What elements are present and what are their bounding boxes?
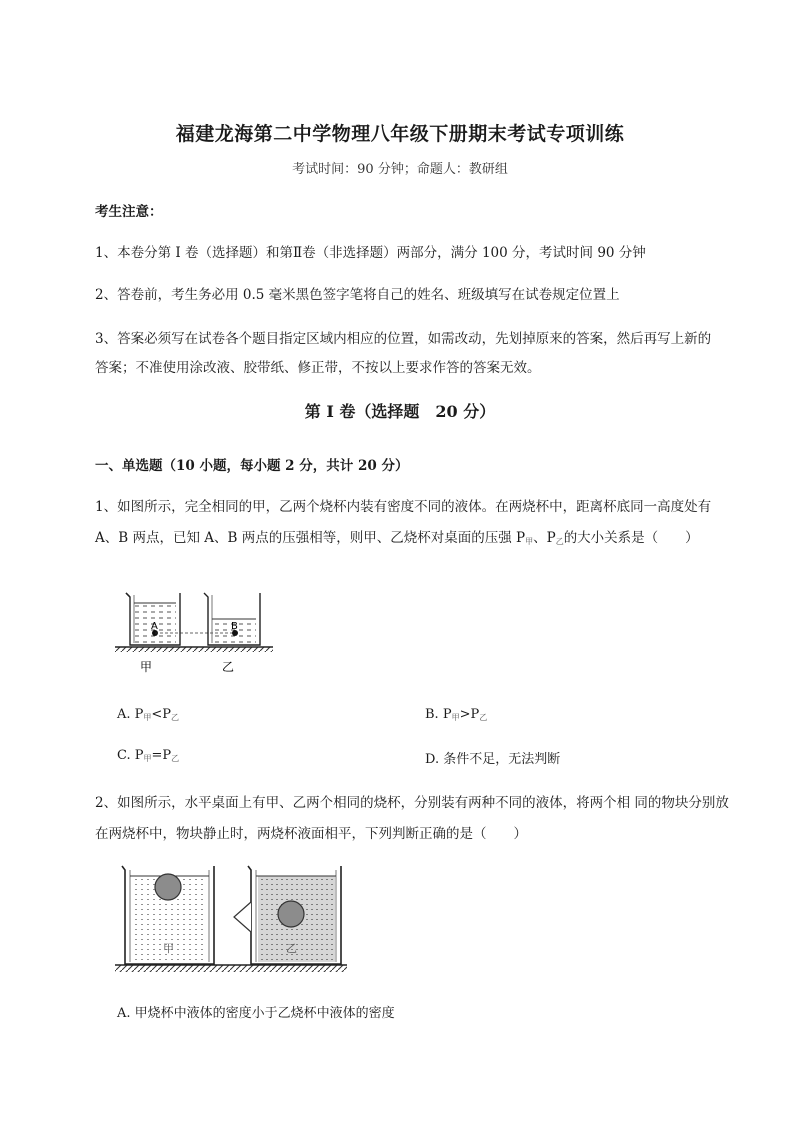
table-surface — [115, 965, 347, 972]
notice-heading: 考生注意： — [95, 204, 163, 220]
page-title: 福建龙海第二中学物理八年级下册期末考试专项训练 — [175, 123, 625, 145]
notice-item-1: 1、本卷分第 I 卷（选择题）和第Ⅱ卷（非选择题）两部分，满分 100 分，考试时间 90 分钟 — [95, 245, 646, 261]
q2-figure — [110, 862, 350, 982]
opt-sub: 乙 — [171, 754, 180, 763]
question-1-stem — [95, 492, 735, 557]
opt-text: =P — [151, 748, 172, 763]
q1-stem-part: 、P — [533, 530, 556, 546]
beaker-jia-2 — [122, 866, 214, 964]
q1-stem-part: 1、如图所示，完全相同的甲，乙两个烧杯内装有密度不同的液体。在两烧杯中，距离杯底同一高度处有 A、B 两点，已知 A、B 两点的压强相等，则甲、乙烧杯对桌面的压强 P — [95, 499, 712, 546]
label-jia: 甲 — [140, 660, 153, 674]
block-jia — [155, 874, 181, 900]
section-title: 第 I 卷（选择题 20 分） — [304, 402, 496, 421]
beaker-yi — [204, 593, 260, 645]
block-yi — [278, 901, 304, 927]
beaker-yi-2 — [234, 866, 341, 964]
opt-text: >P — [459, 707, 480, 722]
exam-info: 考试时间：90 分钟；命题人：教研组 — [292, 162, 508, 177]
q1-option-b[interactable] — [425, 707, 487, 723]
q1-figure — [110, 585, 280, 680]
q1-sub-yi: 乙 — [555, 537, 564, 546]
opt-sub: 甲 — [143, 754, 152, 763]
part-heading: 一、单选题（10 小题，每小题 2 分，共计 20 分） — [95, 458, 409, 474]
opt-text: <P — [151, 707, 172, 722]
notice-item-3: 3、答案必须写在试卷各个题目指定区域内相应的位置，如需改动，先划掉原来的答案，然后再写上新的答案；不准使用涂改液、胶带纸、修正带，不按以上要求作答的答案无效。 — [95, 331, 712, 376]
opt-text: B. P — [425, 707, 452, 722]
opt-text: C. P — [117, 748, 144, 763]
question-2-stem: 2、如图所示，水平桌面上有甲、乙两个相同的烧杯，分别装有两种不同的液体，将两个相 同的物块分别放在两烧杯中，物块静止时，两烧杯液面相平，下列判断正确的是（ ） — [95, 795, 729, 842]
label-jia-2: 甲 — [163, 942, 174, 955]
label-yi-2: 乙 — [286, 942, 297, 955]
beaker-jia — [126, 593, 180, 645]
label-yi: 乙 — [222, 660, 235, 674]
notice-item-2: 2、答卷前，考生务必用 0.5 毫米黑色签字笔将自己的姓名、班级填写在试卷规定位置上 — [95, 287, 620, 303]
opt-sub: 乙 — [171, 713, 180, 722]
label-a: A — [151, 621, 158, 632]
q1-option-d[interactable]: D. 条件不足，无法判断 — [425, 752, 561, 767]
q1-option-c[interactable] — [117, 748, 179, 764]
label-b: B — [231, 621, 238, 632]
opt-text: A. P — [117, 707, 144, 722]
opt-sub: 乙 — [479, 713, 488, 722]
q1-sub-jia: 甲 — [525, 537, 534, 546]
q1-option-a[interactable] — [117, 707, 179, 723]
opt-sub: 甲 — [451, 713, 460, 722]
q2-option-a[interactable]: A. 甲烧杯中液体的密度小于乙烧杯中液体的密度 — [117, 1006, 395, 1021]
opt-sub: 甲 — [143, 713, 152, 722]
q1-stem-part: 的大小关系是（ ） — [563, 530, 699, 546]
